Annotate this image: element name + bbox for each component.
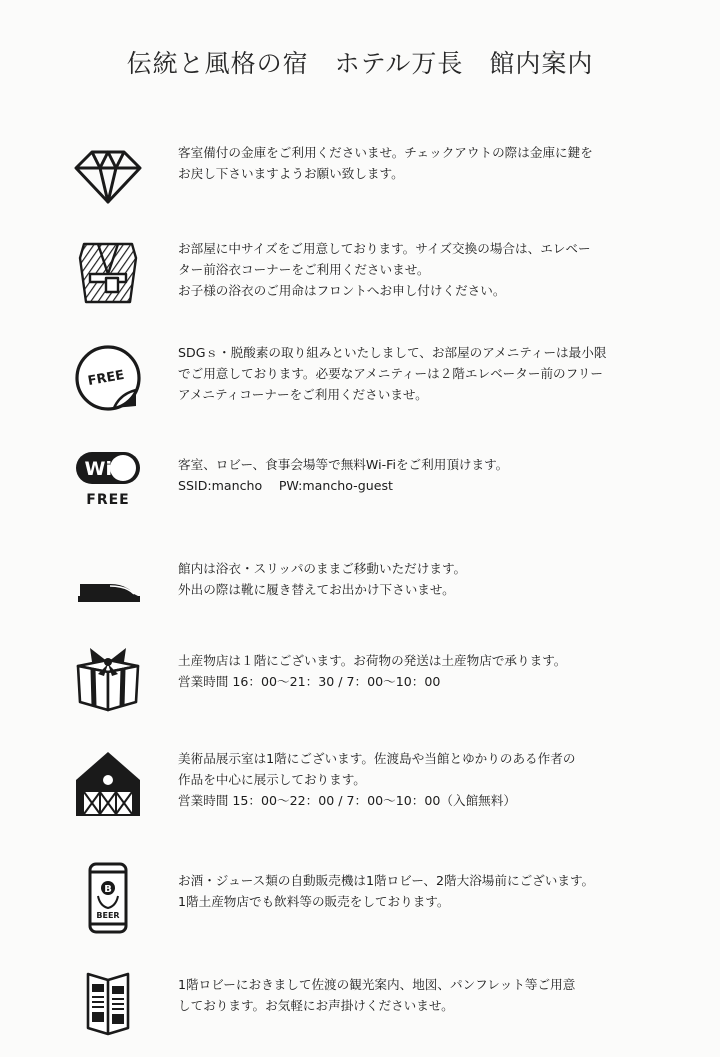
page-title: 伝統と風格の宿 ホテル万長 館内案内 [126,49,594,78]
guide-item-slipper [70,548,690,638]
text-line: 営業時間 16：00～21：30 / 7：00～10：00 [178,674,441,689]
text-line: でご用意しております。必要なアメニティーは２階エレベーター前のフリー [178,366,603,381]
guide-text [178,454,678,496]
text-line: 美術品展示室は1階にございます。佐渡島や当館とゆかりのある作者の [178,751,576,766]
guide-text [178,342,678,405]
text-line: SDGｓ・脱酸素の取り組みといたしまして、お部屋のアメニティーは最小限 [178,345,607,360]
can-letter: B [104,884,112,895]
guide-item-shop [70,640,690,730]
sticker-label: FREE [86,367,126,390]
yukata-icon [70,236,146,312]
text-line: 1階ロビーにおきまして佐渡の観光案内、地図、パンフレット等ご用意 [178,977,576,992]
guide-item-yukata [70,236,690,326]
text-line: 作品を中心に展示しております。 [178,772,366,787]
can-label: BEER [96,911,120,920]
beer-can-icon [70,860,146,936]
text-line: 客室、ロビー、食事会場等で無料Wi-Fiをご利用頂けます。 [178,457,509,472]
slipper-icon [70,548,146,624]
text-line: 客室備付の金庫をご利用くださいませ。チェックアウトの際は金庫に鍵を [178,145,593,160]
guide-item-amenity [70,340,690,430]
pamphlet-icon [70,966,146,1042]
free-label: FREE [86,492,130,508]
text-line: 館内は浴衣・スリッパのままご移動いただけます。 [178,561,467,576]
guide-item-vending [70,860,690,950]
text-line: SSID:mancho PW:mancho-guest [178,478,393,493]
guide-text [178,748,678,811]
guide-text [178,870,678,912]
guide-text [178,142,678,184]
gallery-house-icon [70,746,146,822]
text-line: 外出の際は靴に履き替えてお出かけ下さいませ。 [178,582,455,597]
text-line: 1階土産物店でも飲料等の販売をしております。 [178,894,450,909]
wifi-free-icon [70,446,146,522]
text-line: お部屋に中サイズをご用意しております。サイズ交換の場合は、エレベー [178,241,591,256]
text-line: 土産物店は１階にございます。お荷物の発送は土産物店で承ります。 [178,653,567,668]
text-line: アメニティコーナーをご利用くださいませ。 [178,387,428,402]
text-line: お子様の浴衣のご用命はフロントへお申し付けください。 [178,283,506,298]
guide-text [178,974,678,1016]
guide-item-tourism [70,966,690,1056]
guide-item-wifi [70,446,690,536]
text-line: 営業時間 15：00～22：00 / 7：00～10：00（入館無料） [178,793,516,808]
text-line: ター前浴衣コーナーをご利用くださいませ。 [178,262,430,277]
text-line: しております。お気軽にお声掛けくださいませ。 [178,998,454,1013]
gift-box-icon [70,640,146,716]
wifi-label: WiFi [84,458,132,480]
guide-item-gallery [70,746,690,836]
guide-text [178,558,678,600]
guide-item-safe [70,140,690,230]
guide-text [178,650,678,692]
text-line: お酒・ジュース類の自動販売機は1階ロビー、2階大浴場前にございます。 [178,873,595,888]
free-sticker-icon [70,340,146,416]
diamond-icon [70,140,146,216]
text-line: お戻し下さいますようお願い致します。 [178,166,404,181]
guide-text [178,238,678,301]
